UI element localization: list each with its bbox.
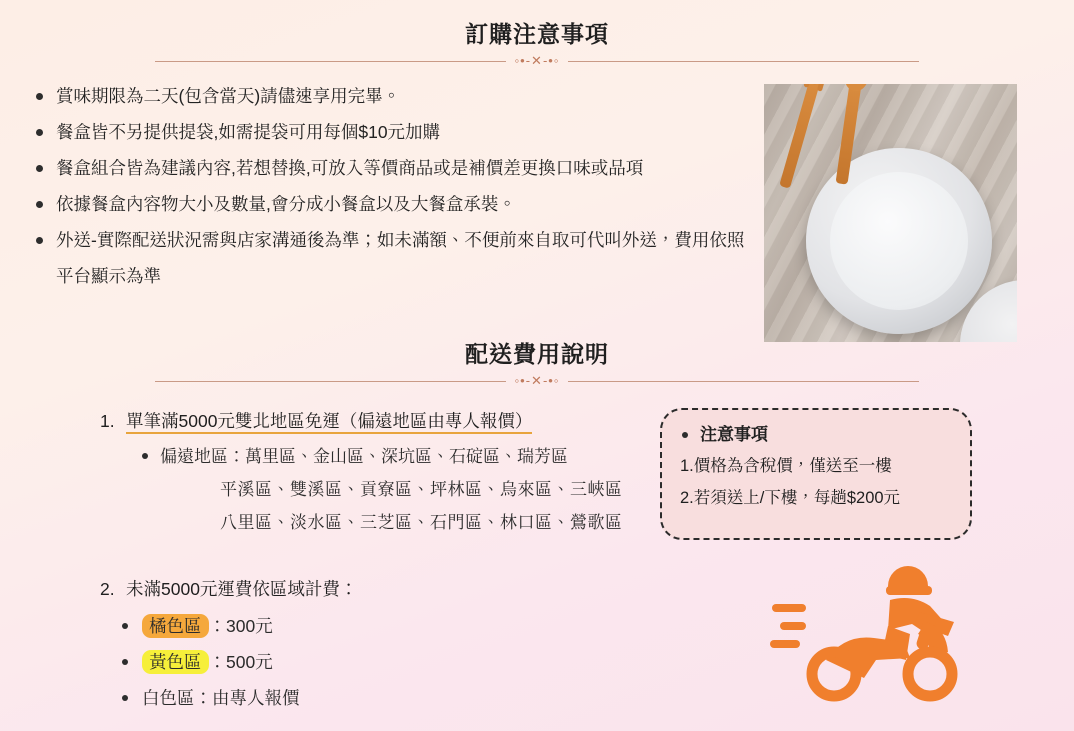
divider-line-left <box>155 381 506 382</box>
zone-label-yellow: 黃色區 <box>142 650 209 674</box>
zone-label-white: 白色區：由專人報價 <box>142 688 300 708</box>
list-item: 餐盒皆不另提供提袋,如需提袋可用每個$10元加購 <box>30 114 750 150</box>
notice-box-line: 1.價格為含稅價，僅送至一樓 <box>680 457 892 475</box>
list-item <box>118 644 520 680</box>
divider-delivery-fee <box>155 372 919 390</box>
divider-ornament-icon: ◦•-✕-•◦ <box>514 53 560 68</box>
under-minimum-text: 未滿5000元運費依區域計費： <box>126 579 358 599</box>
divider-ornament-icon: ◦•-✕-•◦ <box>514 373 560 388</box>
page-title-order-notice: 訂購注意事項 <box>465 21 609 47</box>
list-item <box>138 440 660 539</box>
notice-box <box>660 408 972 540</box>
zone-price-yellow: ：500元 <box>208 652 273 672</box>
list-item <box>118 680 520 716</box>
photo-main-plate <box>806 148 992 334</box>
list-item <box>118 608 520 644</box>
zone-price-orange: ：300元 <box>208 616 273 636</box>
divider-line-right <box>568 61 919 62</box>
notice-box-title: 注意事項 <box>678 420 954 450</box>
remote-area-line: 平溪區、雙溪區、貢寮區、坪林區、烏來區、三峽區 <box>220 480 623 499</box>
remote-area-list <box>100 440 660 539</box>
delivery-fee-item-1 <box>100 404 660 539</box>
notice-box-line: 2.若須送上/下樓，每趟$200元 <box>680 489 901 507</box>
zone-price-list <box>100 608 520 716</box>
list-item: 賞味期限為二天(包含當天)請儘速享用完畢。 <box>30 78 750 114</box>
delivery-fee-item-2 <box>100 572 520 716</box>
zone-label-orange: 橘色區 <box>142 614 209 638</box>
page-title-delivery-fee: 配送費用說明 <box>465 341 609 367</box>
remote-area-line: 八里區、淡水區、三芝區、石門區、林口區、鶯歌區 <box>220 513 623 532</box>
list-item: 餐盒組合皆為建議內容,若想替換,可放入等價商品或是補價差更換口味或品項 <box>30 150 750 186</box>
divider-line-right <box>568 381 919 382</box>
order-notice-list <box>30 78 750 294</box>
numbered-item <box>100 572 520 606</box>
scooter-delivery-icon <box>770 556 970 706</box>
plate-photo <box>764 84 1017 342</box>
numbered-item <box>100 404 660 438</box>
remote-area-label: 偏遠地區：萬里區、金山區、深坑區、石碇區、瑞芳區 <box>160 447 568 466</box>
item-number: 2. <box>100 579 115 599</box>
divider-line-left <box>155 61 506 62</box>
list-item: 依據餐盒內容物大小及數量,會分成小餐盒以及大餐盒承裝。 <box>30 186 750 222</box>
free-shipping-text: 單筆滿5000元雙北地區免運（偏遠地區由專人報價） <box>126 411 532 434</box>
divider-order-notice <box>155 52 919 70</box>
list-item: 外送-實際配送狀況需與店家溝通後為準；如未滿額、不便前來自取可代叫外送，費用依照平台顯示為準 <box>30 222 750 294</box>
item-number: 1. <box>100 411 115 431</box>
